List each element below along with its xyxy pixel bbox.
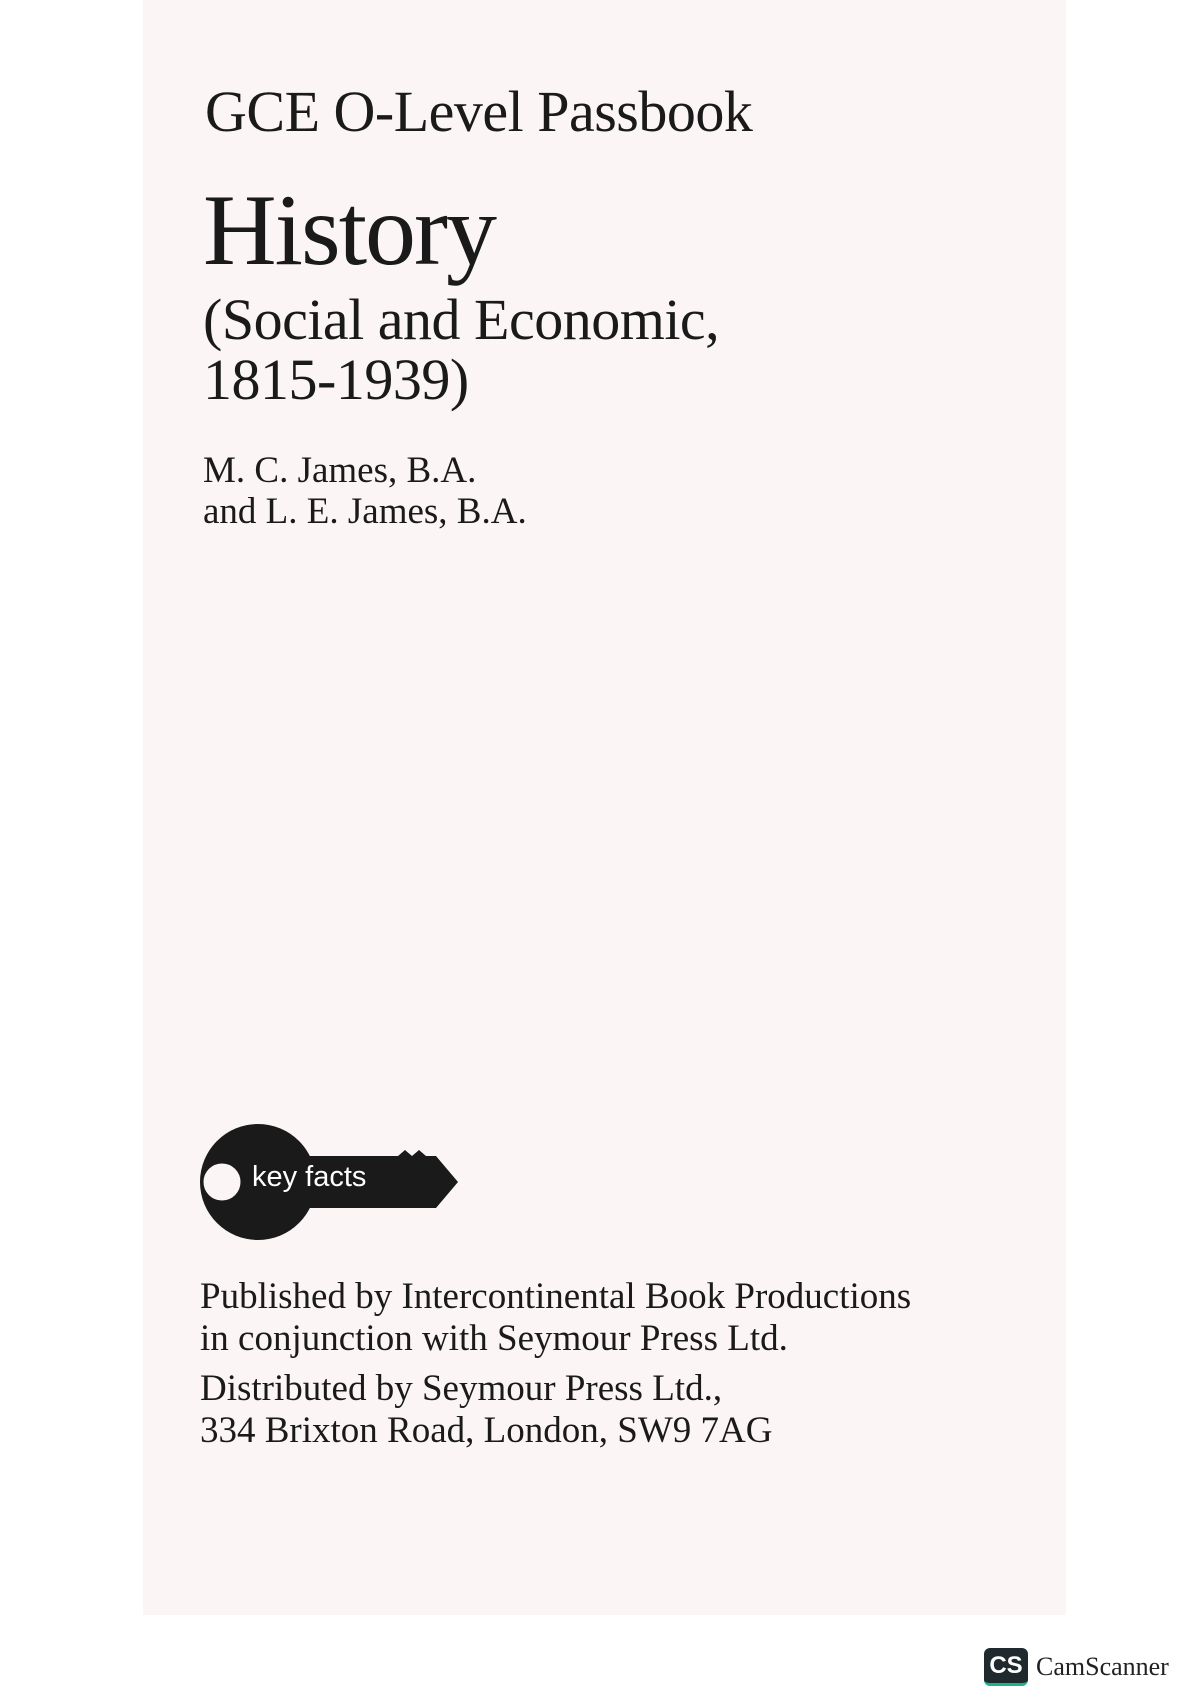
authors (203, 450, 527, 532)
subtitle-line-1: (Social and Economic, (203, 287, 720, 352)
author-line-2: and L. E. James, B.A. (203, 491, 527, 532)
camscanner-label: CamScanner (1036, 1652, 1169, 1681)
publisher-line-3: Distributed by Seymour Press Ltd., (200, 1368, 723, 1409)
author-line-1: M. C. James, B.A. (203, 450, 477, 491)
publisher-gap (200, 1360, 911, 1368)
key-facts-logo (200, 1120, 460, 1244)
camscanner-icon: CS (984, 1648, 1028, 1686)
series-title: GCE O-Level Passbook (205, 79, 753, 144)
subtitle-line-2: 1815-1939) (203, 347, 469, 412)
publisher-line-2: in conjunction with Seymour Press Ltd. (200, 1318, 788, 1359)
publisher-line-4: 334 Brixton Road, London, SW9 7AG (200, 1410, 773, 1451)
camscanner-watermark (984, 1648, 1169, 1686)
logo-text: key facts (252, 1161, 367, 1193)
book-title: History (203, 174, 495, 287)
subtitle (203, 287, 720, 412)
publisher-info (200, 1276, 911, 1452)
publisher-line-1: Published by Intercontinental Book Productions (200, 1276, 912, 1317)
